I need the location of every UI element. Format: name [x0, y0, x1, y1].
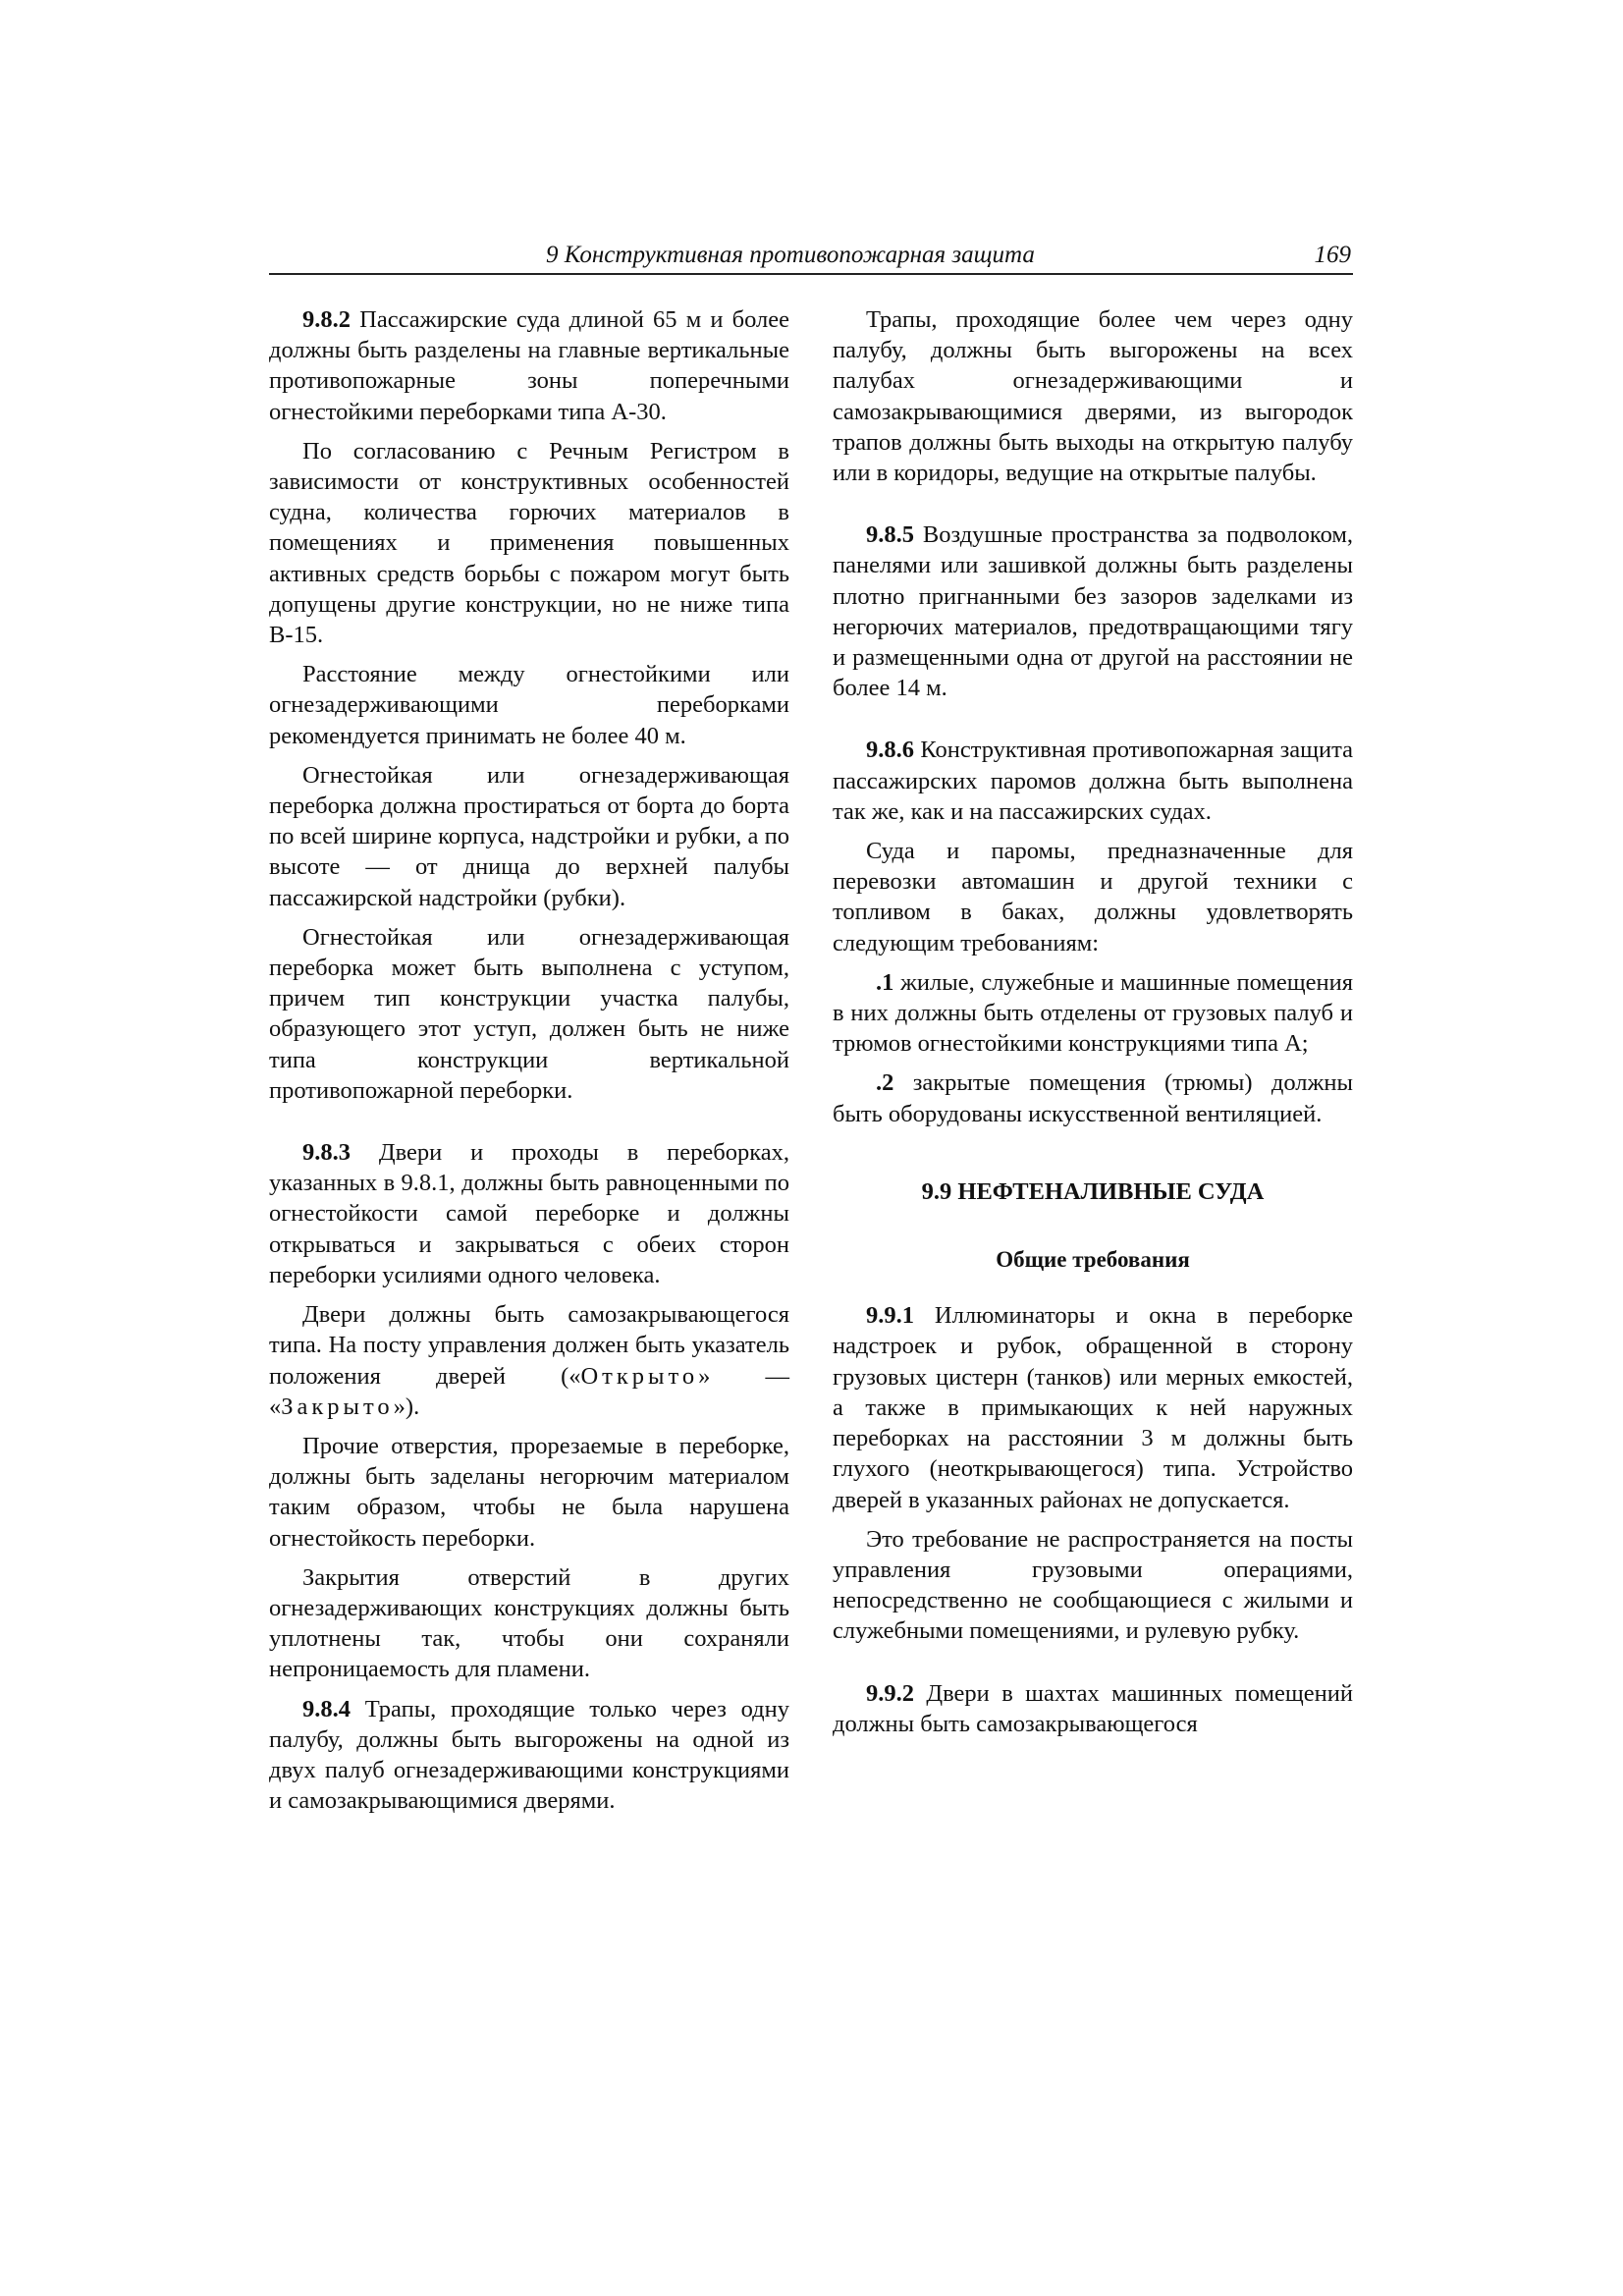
- paragraph-9-8-4: [269, 1694, 789, 1817]
- left-column: [269, 304, 789, 1825]
- paragraph-9-8-6: [833, 735, 1353, 827]
- paragraph: Расстояние между огнестойкими или огнезадерживающими переборками рекомендуется принимать не более 40 м.: [269, 661, 789, 749]
- right-column: [833, 304, 1353, 1748]
- paragraph: Трапы, проходящие более чем через одну палубу, должны быть выгорожены на всех палубах огнезадерживающими и самозакрывающимися дверями, из выгородок трапов должны быть выходы на открытую палубу или в коридоры, ведущие на открытые палубы.: [833, 306, 1353, 487]
- list-item-text: жилые, служебные и машинные помещения в них должны быть отделены от грузовых палуб и трюмов огнестойкими конструкциями типа А;: [833, 968, 1353, 1058]
- requirements-list: [833, 967, 1353, 1129]
- clause-number: 9.8.3: [302, 1139, 351, 1167]
- clause-number: 9.9.2: [866, 1679, 914, 1707]
- paragraph-text: Конструктивная противопожарная защита пассажирских паромов должна быть выполнена так же, как и на пассажирских судах.: [833, 737, 1353, 825]
- section-heading: 9.9 НЕФТЕНАЛИВНЫЕ СУДА: [921, 1177, 1265, 1205]
- paragraph: Огнестойкая или огнезадерживающая переборка должна простираться от борта до борта по всей ширине корпуса, надстройки и рубки, а по высоте — от днища до верхней палубы пассажирской надстройки (рубки).: [269, 761, 789, 911]
- paragraph-text: Трапы, проходящие только через одну палубу, должны быть выгорожены на одной из двух палуб огнезадерживающими конструкциями и самозакрывающимися дверями.: [269, 1695, 789, 1815]
- paragraph-door-indicator: [269, 1299, 789, 1422]
- paragraph-9-9-2: [833, 1678, 1353, 1739]
- clause-number: 9.8.6: [866, 737, 914, 764]
- paragraph: Прочие отверстия, прорезаемые в переборке, должны быть заделаны негорючим материалом таким образом, чтобы не была нарушена огнестойкость переборки.: [269, 1432, 789, 1552]
- paragraph: Суда и паромы, предназначенные для перевозки автомашин и другой техники с топливом в баках, должны удовлетворять следующим требованиям:: [833, 838, 1353, 957]
- paragraph-9-8-3: [269, 1137, 789, 1290]
- paragraph-text: Воздушные пространства за подволоком, панелями или зашивкой должны быть разделены плотно пригнанными без зазоров заделками из негорючих материалов, предотвращающими тягу и размещенными одна от другой на расстоянии не более 14 м.: [833, 521, 1353, 702]
- running-header: [269, 236, 1353, 275]
- clause-number: 9.8.4: [302, 1695, 351, 1722]
- clause-number: 9.9.1: [866, 1302, 914, 1330]
- paragraph-9-8-2: [269, 304, 789, 427]
- paragraph-text: »).: [393, 1393, 420, 1420]
- paragraph: Огнестойкая или огнезадерживающая переборка может быть выполнена с уступом, причем тип конструкции участка палубы, образующего этот уступ, должен быть не ниже типа конструкции вертикальной противопожарной переборки.: [269, 923, 789, 1104]
- clause-number: 9.8.5: [866, 521, 914, 549]
- paragraph-text: Иллюминаторы и окна в переборке надстроек и рубок, обращенной в сторону грузовых цистерн (танков) или мерных емкостей, а также в примыкающих к ней наружных переборках на расстоянии 3 м должны быть глухого (неоткрывающегося) типа. Устройство дверей в указанных районах не допускается.: [833, 1302, 1353, 1513]
- paragraph-text: Двери и проходы в переборках, указанных в 9.8.1, должны быть равноценными по огнестойкости самой переборке и должны открываться и закрываться с обеих сторон переборки усилиями одного человека.: [269, 1139, 789, 1288]
- indicator-closed-label: Закрыто: [281, 1393, 394, 1420]
- paragraph: Закрытия отверстий в других огнезадерживающих конструкциях должны быть уплотнены так, чтобы они сохраняли непроницаемость для пламени.: [269, 1563, 789, 1683]
- paragraph-9-8-5: [833, 519, 1353, 703]
- paragraph-text: » — «: [269, 1362, 789, 1420]
- list-item: [833, 1067, 1353, 1128]
- page-number: 169: [1314, 242, 1351, 268]
- header-title: 9 Конструктивная противопожарная защита: [546, 242, 1035, 268]
- list-item-number: .2: [876, 1069, 894, 1097]
- list-item: [833, 967, 1353, 1060]
- paragraph: По согласованию с Речным Регистром в зависимости от конструктивных особенностей судна, количества горючих материалов в помещениях и применения повышенных активных средств борьбы с пожаром могут быть допущены другие конструкции, но не ниже типа В-15.: [269, 437, 789, 649]
- paragraph-9-9-1: [833, 1300, 1353, 1514]
- paragraph: Это требование не распространяется на посты управления грузовыми операциями, непосредственно не сообщающиеся с жилыми и служебными помещениями, и рулевую рубку.: [833, 1525, 1353, 1645]
- paragraph-text: Пассажирские суда длиной 65 м и более должны быть разделены на главные вертикальные противопожарные зоны поперечными огнестойкими переборками типа А-30.: [269, 306, 789, 425]
- list-item-number: .1: [876, 968, 894, 996]
- paragraph-text: Двери в шахтах машинных помещений должны быть самозакрывающегося: [833, 1679, 1353, 1737]
- paragraph-text: Двери должны быть самозакрывающегося типа. На посту управления должен быть указатель положения дверей («: [269, 1301, 789, 1390]
- clause-number: 9.8.2: [302, 306, 351, 333]
- subsection-heading: Общие требования: [996, 1247, 1190, 1273]
- list-item-text: закрытые помещения (трюмы) должны быть оборудованы искусственной вентиляцией.: [833, 1069, 1353, 1127]
- indicator-open-label: Открыто: [580, 1362, 699, 1390]
